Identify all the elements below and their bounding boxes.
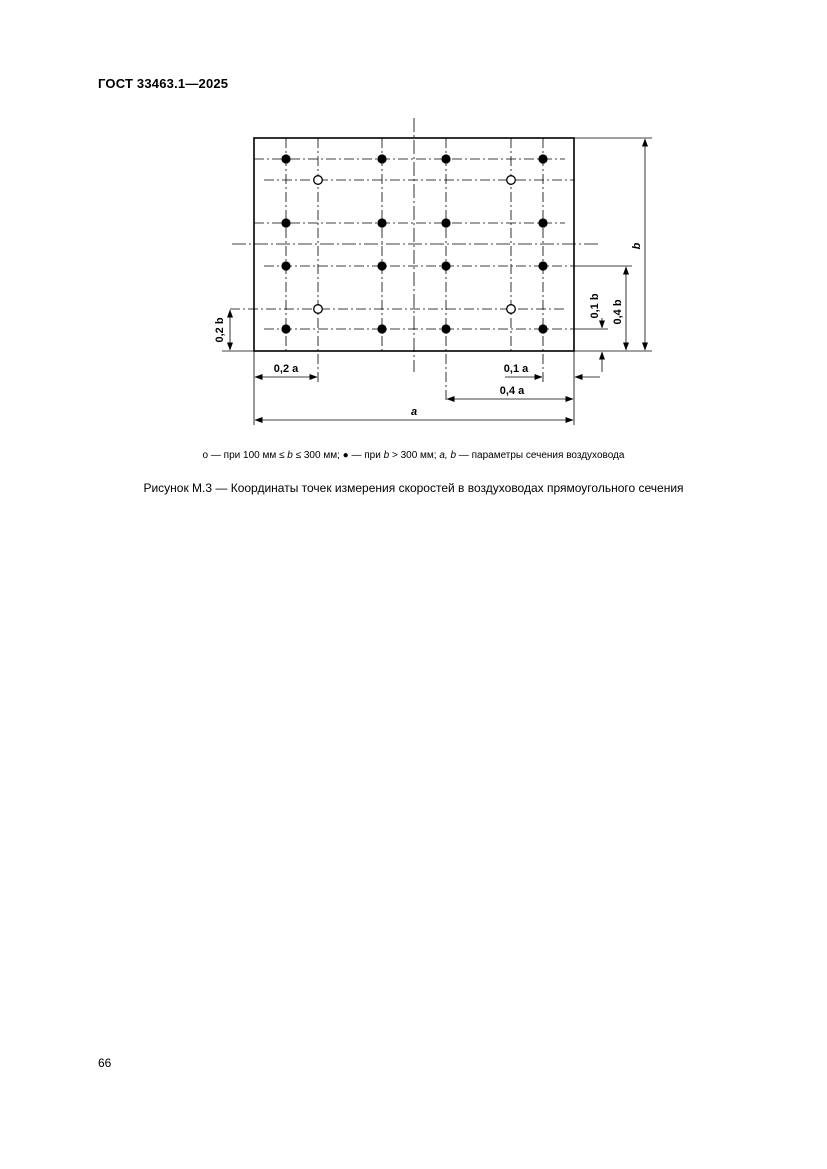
- open-point-symbol: о: [202, 450, 209, 461]
- dim-04a-label: 0,4 a: [499, 385, 525, 397]
- legend-open-text: — при 100 мм ≤: [208, 450, 288, 461]
- filled-point-symbol: ●: [342, 450, 349, 461]
- legend-var-b-2: b: [383, 450, 390, 461]
- legend-open-text-2: ≤ 300 мм;: [292, 450, 343, 461]
- legend-filled-text-2: > 300 мм;: [389, 450, 440, 461]
- dim-a-label: a: [410, 406, 418, 418]
- dim-01a-label: 0,1 a: [503, 363, 529, 375]
- legend-params-text: — параметры сечения воздуховода: [456, 450, 625, 461]
- legend-params-vars: a, b: [439, 450, 457, 461]
- dim-02a-label: 0,2 a: [273, 363, 299, 375]
- grid-columns: [286, 138, 543, 400]
- extension-lines: [222, 138, 652, 425]
- page-number: 66: [98, 1056, 112, 1070]
- dim-04b-label: 0,4 b: [612, 299, 624, 325]
- legend-var-b: b: [287, 450, 293, 461]
- figure-caption: Рисунок М.3 — Координаты точек измерения скоростей в воздуховодах прямоугольного сечения: [143, 481, 684, 495]
- figure-legend: [0, 450, 827, 461]
- measurement-points-diagram: [0, 0, 827, 440]
- document-header: ГОСТ 33463.1—2025: [98, 76, 229, 91]
- open-points: [314, 176, 516, 314]
- legend-filled-text: — при: [348, 450, 384, 461]
- dim-b-label: b: [631, 242, 643, 250]
- dim-02b-label: 0,2 b: [214, 317, 226, 343]
- dim-01b-label: 0,1 b: [589, 293, 601, 319]
